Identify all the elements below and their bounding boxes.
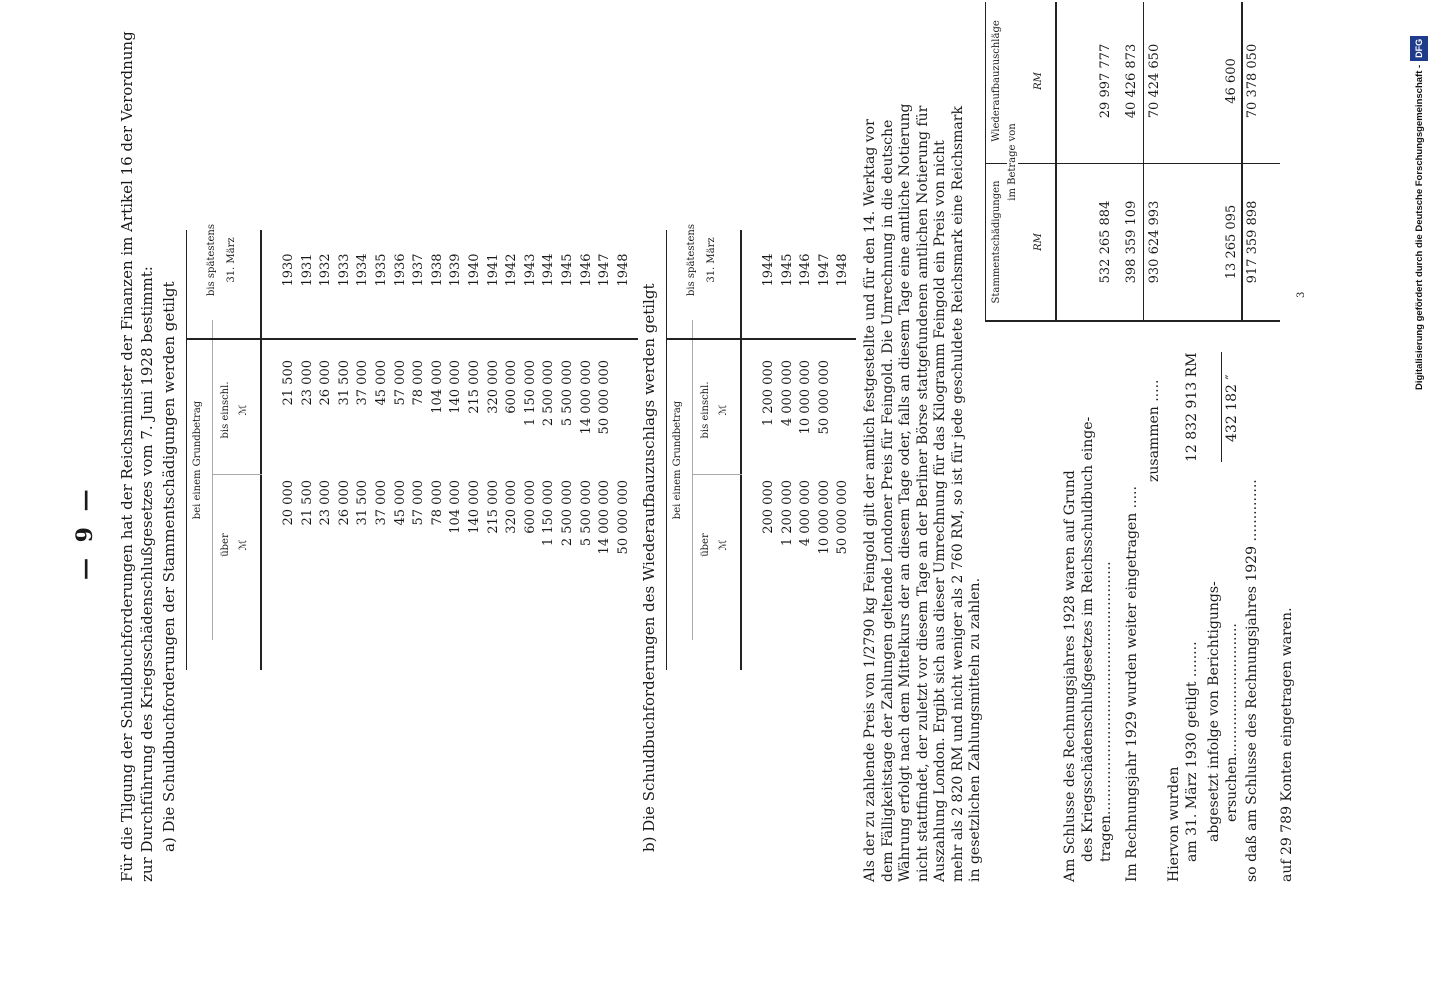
table-cell: 1944 xyxy=(761,253,776,287)
paragraph-line-1: Als der zu zahlende Preis von 1/2790 kg Feingold gilt der amtlich festgestellte und für den 14. Werktag vor xyxy=(862,119,878,882)
table-cell: 45 000 xyxy=(392,480,408,526)
paragraph-line-7: in gesetzlichen Zahlungsmitteln zu zahlen. xyxy=(967,577,983,882)
table-cell: 1 150 000 xyxy=(522,360,538,427)
table-cell: 1940 xyxy=(466,253,482,287)
table-cell: 10 000 000 xyxy=(798,360,814,435)
summary-footer: auf 29 789 Konten eingetragen waren. xyxy=(1279,607,1295,882)
summary-row2-label: Im Rechnungsjahr 1929 wurden weiter eingetragen ..... xyxy=(1124,486,1140,882)
table-cell: 78 000 xyxy=(429,480,445,526)
col-spaet-label-2: 31. März xyxy=(226,237,237,283)
table-cell: 1935 xyxy=(373,253,389,287)
table-cell: 1945 xyxy=(779,253,795,287)
table-cell: 50 000 000 xyxy=(597,360,613,435)
table-cell: 1933 xyxy=(336,253,352,287)
table-cell: 215 000 xyxy=(485,480,501,534)
table-cell: 50 000 000 xyxy=(816,360,832,435)
table-cell: 1931 xyxy=(299,253,315,287)
table-cell: 1941 xyxy=(485,253,501,287)
table-cell: 104 000 xyxy=(448,480,464,534)
table-cell: 23 000 xyxy=(299,360,315,406)
table-cell: 1932 xyxy=(318,253,334,287)
table-cell: 1946 xyxy=(578,253,594,287)
summary-row2-v1: 398 359 109 xyxy=(1124,200,1139,284)
table-cell: 31 500 xyxy=(336,360,352,406)
table-cell: 14 000 000 xyxy=(578,360,594,435)
table-b xyxy=(666,224,856,670)
paragraph-line-4: nicht stattfindet, der zuletzt vor diesem Tage an der Berliner Börse stattgefundenen amtlichen Notierung für xyxy=(914,105,931,882)
table-a xyxy=(186,224,638,670)
col-spaet-label-1-b: bis spätestens xyxy=(686,224,697,296)
stamp-text: Digitalisierung gefördert durch die Deutsche Forschungsgemeinschaft - xyxy=(1414,64,1425,390)
table-cell: 1 150 000 xyxy=(541,480,557,547)
gold-price-paragraph xyxy=(862,12,985,882)
col-spaet-label-1: bis spätestens xyxy=(206,224,217,296)
table-cell: 2 500 000 xyxy=(541,360,557,427)
col-ueber-unit: ℳ xyxy=(238,539,249,551)
table-b-bis-col xyxy=(760,360,853,490)
table-cell: 37 000 xyxy=(373,480,389,526)
table-cell: 1930 xyxy=(281,253,296,287)
dfg-stamp xyxy=(1410,10,1428,390)
page-header: — 9 — xyxy=(72,485,98,580)
col-bis-label: bis einschl. xyxy=(220,381,231,439)
table-cell: 5 500 000 xyxy=(559,360,575,427)
col-ueber-unit-b: ℳ xyxy=(718,539,729,551)
col-ueber-label: über xyxy=(220,533,231,557)
summary-row4-label: Hiervon wurden xyxy=(1166,766,1182,882)
paragraph-line-3: Währung erfolgt nach dem Mittelkurs der an diesem Tage oder, falls an diesem Tage eine amtliche Notierung xyxy=(897,103,913,882)
intro-line-1: Für die Tilgung der Schuldbuchforderungen hat der Reichsminister der Finanzen im Artikel 16 der Verordnung xyxy=(118,31,136,882)
table-cell xyxy=(615,360,634,490)
table-cell: 215 000 xyxy=(466,360,482,414)
summary-row2-v2: 40 426 873 xyxy=(1124,43,1139,119)
summary-col2-header: Wiederaufbauzuschläge xyxy=(991,20,1002,142)
col-header-group-b: bei einem Grundbetrag xyxy=(672,400,683,520)
table-cell: 1938 xyxy=(429,253,445,287)
table-b-jahr-col xyxy=(760,230,853,310)
table-cell: 200 000 xyxy=(761,480,776,534)
table-cell: 600 000 xyxy=(522,480,538,534)
summary-row3-v2: 70 424 650 xyxy=(1147,43,1162,119)
summary-row1-label-1: Am Schlusse des Rechnungsjahres 1928 waren auf Grund xyxy=(1062,470,1078,882)
summary-row6-label-2: ersuchen.............................. xyxy=(1224,623,1240,822)
table-cell xyxy=(834,360,853,490)
table-cell: 23 000 xyxy=(318,480,334,526)
col-bis-unit: ℳ xyxy=(238,404,249,416)
table-cell: 20 000 xyxy=(281,480,296,526)
table-cell: 14 000 000 xyxy=(597,480,613,555)
table-cell: 140 000 xyxy=(466,480,482,534)
table-cell: 600 000 xyxy=(504,360,520,414)
summary-table xyxy=(985,2,1275,882)
table-cell: 1939 xyxy=(448,253,464,287)
dfg-logo: DFG xyxy=(1410,36,1428,61)
col-bis-unit-b: ℳ xyxy=(718,404,729,416)
table-cell: 1934 xyxy=(355,253,371,287)
paragraph-line-2: dem Fälligkeitstage der Zahlungen geltende Londoner Preis für Feingold. Die Umrechnung in die deutsche xyxy=(879,119,896,882)
table-cell: 104 000 xyxy=(429,360,445,414)
col-header-group: bei einem Grundbetrag xyxy=(192,400,203,520)
intro-line-2: zur Durchführung des Kriegsschädenschlußgesetzes vom 7. Juni 1928 bestimmt: xyxy=(138,266,156,882)
table-a-jahr-col xyxy=(280,230,633,310)
table-cell: 1945 xyxy=(559,253,575,287)
summary-row7-v1: 917 359 898 xyxy=(1245,200,1260,284)
col-bis-label-b: bis einschl. xyxy=(700,381,711,439)
summary-row5-label: am 31. März 1930 getilgt ........ xyxy=(1184,641,1200,862)
summary-row1-label-2: des Kriegsschädenschlußgesetzes im Reichsschuldbuch einge- xyxy=(1080,416,1096,862)
summary-unit-1: RM xyxy=(1033,233,1044,251)
table-cell: 320 000 xyxy=(485,360,501,414)
table-cell: 37 000 xyxy=(355,360,371,406)
table-cell: 5 500 000 xyxy=(578,480,594,547)
table-cell: 4 000 000 xyxy=(779,360,795,427)
col-spaet-label-2-b: 31. März xyxy=(706,237,717,283)
table-cell: 1947 xyxy=(597,253,613,287)
summary-row1-v1: 532 265 884 xyxy=(1098,200,1113,284)
summary-unit-2: RM xyxy=(1033,72,1044,90)
table-cell: 1944 xyxy=(541,253,557,287)
table-a-bis-col xyxy=(280,360,633,490)
table-cell: 78 000 xyxy=(411,360,427,406)
summary-row6-mid: 432 182 ″ xyxy=(1224,374,1240,442)
table-cell: 2 500 000 xyxy=(559,480,575,547)
table-cell: 50 000 000 xyxy=(615,480,631,555)
table-cell: 26 000 xyxy=(318,360,334,406)
section-b-title: b) Die Schuldbuchforderungen des Wiederaufbauzuschlags werden getilgt xyxy=(640,283,658,852)
table-cell: 50 000 000 xyxy=(835,480,851,555)
paragraph-line-6: mehr als 2 820 RM und nicht weniger als 2 760 RM, so ist für jede geschuldete Reichsmark eine Reichsmark xyxy=(949,106,966,882)
table-cell: 1947 xyxy=(816,253,832,287)
table-b-ueber-col xyxy=(760,480,853,630)
section-a-title: a) Die Schuldbuchforderungen der Stammentschädigungen werden getilgt xyxy=(160,281,178,852)
table-cell: 31 500 xyxy=(355,480,371,526)
table-cell: 1946 xyxy=(798,253,814,287)
table-cell: 45 000 xyxy=(373,360,389,406)
table-cell: 1943 xyxy=(522,253,538,287)
summary-row7-label: so daß am Schlusse des Rechnungsjahres 1929 .............. xyxy=(1244,479,1260,882)
table-a-ueber-col xyxy=(280,480,633,630)
table-cell: 1 200 000 xyxy=(761,360,776,427)
summary-row6-v1: 13 265 095 xyxy=(1224,204,1239,280)
table-cell: 1 200 000 xyxy=(779,480,795,547)
table-cell: 4 000 000 xyxy=(798,480,814,547)
summary-row5-mid: 12 832 913 RM xyxy=(1184,352,1200,462)
summary-row6-v2: 46 600 xyxy=(1224,58,1239,104)
summary-row3-label: zusammen ..... xyxy=(1146,379,1162,482)
summary-row1-label-3: tragen......................................................... xyxy=(1098,561,1114,862)
summary-col1-header: Stammentschädigungen xyxy=(991,180,1002,304)
table-cell: 1948 xyxy=(615,253,631,287)
table-cell: 57 000 xyxy=(411,480,427,526)
summary-row6-label-1: abgesetzt infolge von Berichtigungs- xyxy=(1206,581,1222,842)
table-cell: 26 000 xyxy=(336,480,352,526)
table-cell: 21 500 xyxy=(281,360,296,406)
table-cell: 320 000 xyxy=(504,480,520,534)
table-cell: 1937 xyxy=(411,253,427,287)
table-cell: 1942 xyxy=(504,253,520,287)
summary-row1-v2: 29 997 777 xyxy=(1098,43,1113,119)
summary-common-header: im Betrage von xyxy=(1007,82,1018,242)
table-cell: 21 500 xyxy=(299,480,315,526)
col-ueber-label-b: über xyxy=(700,533,711,557)
table-cell: 10 000 000 xyxy=(816,480,832,555)
summary-row3-v1: 930 624 993 xyxy=(1147,200,1162,284)
summary-row7-v2: 70 378 050 xyxy=(1245,43,1260,119)
paragraph-line-5: Auszahlung London. Ergibt sich aus dieser Umrechnung für das Kilogramm Feingold ein Preis von nicht xyxy=(932,140,948,882)
table-cell: 140 000 xyxy=(448,360,464,414)
table-cell: 57 000 xyxy=(392,360,408,406)
table-cell: 1948 xyxy=(835,253,851,287)
page-footnote: 3 xyxy=(1296,291,1307,298)
table-cell: 1936 xyxy=(392,253,408,287)
